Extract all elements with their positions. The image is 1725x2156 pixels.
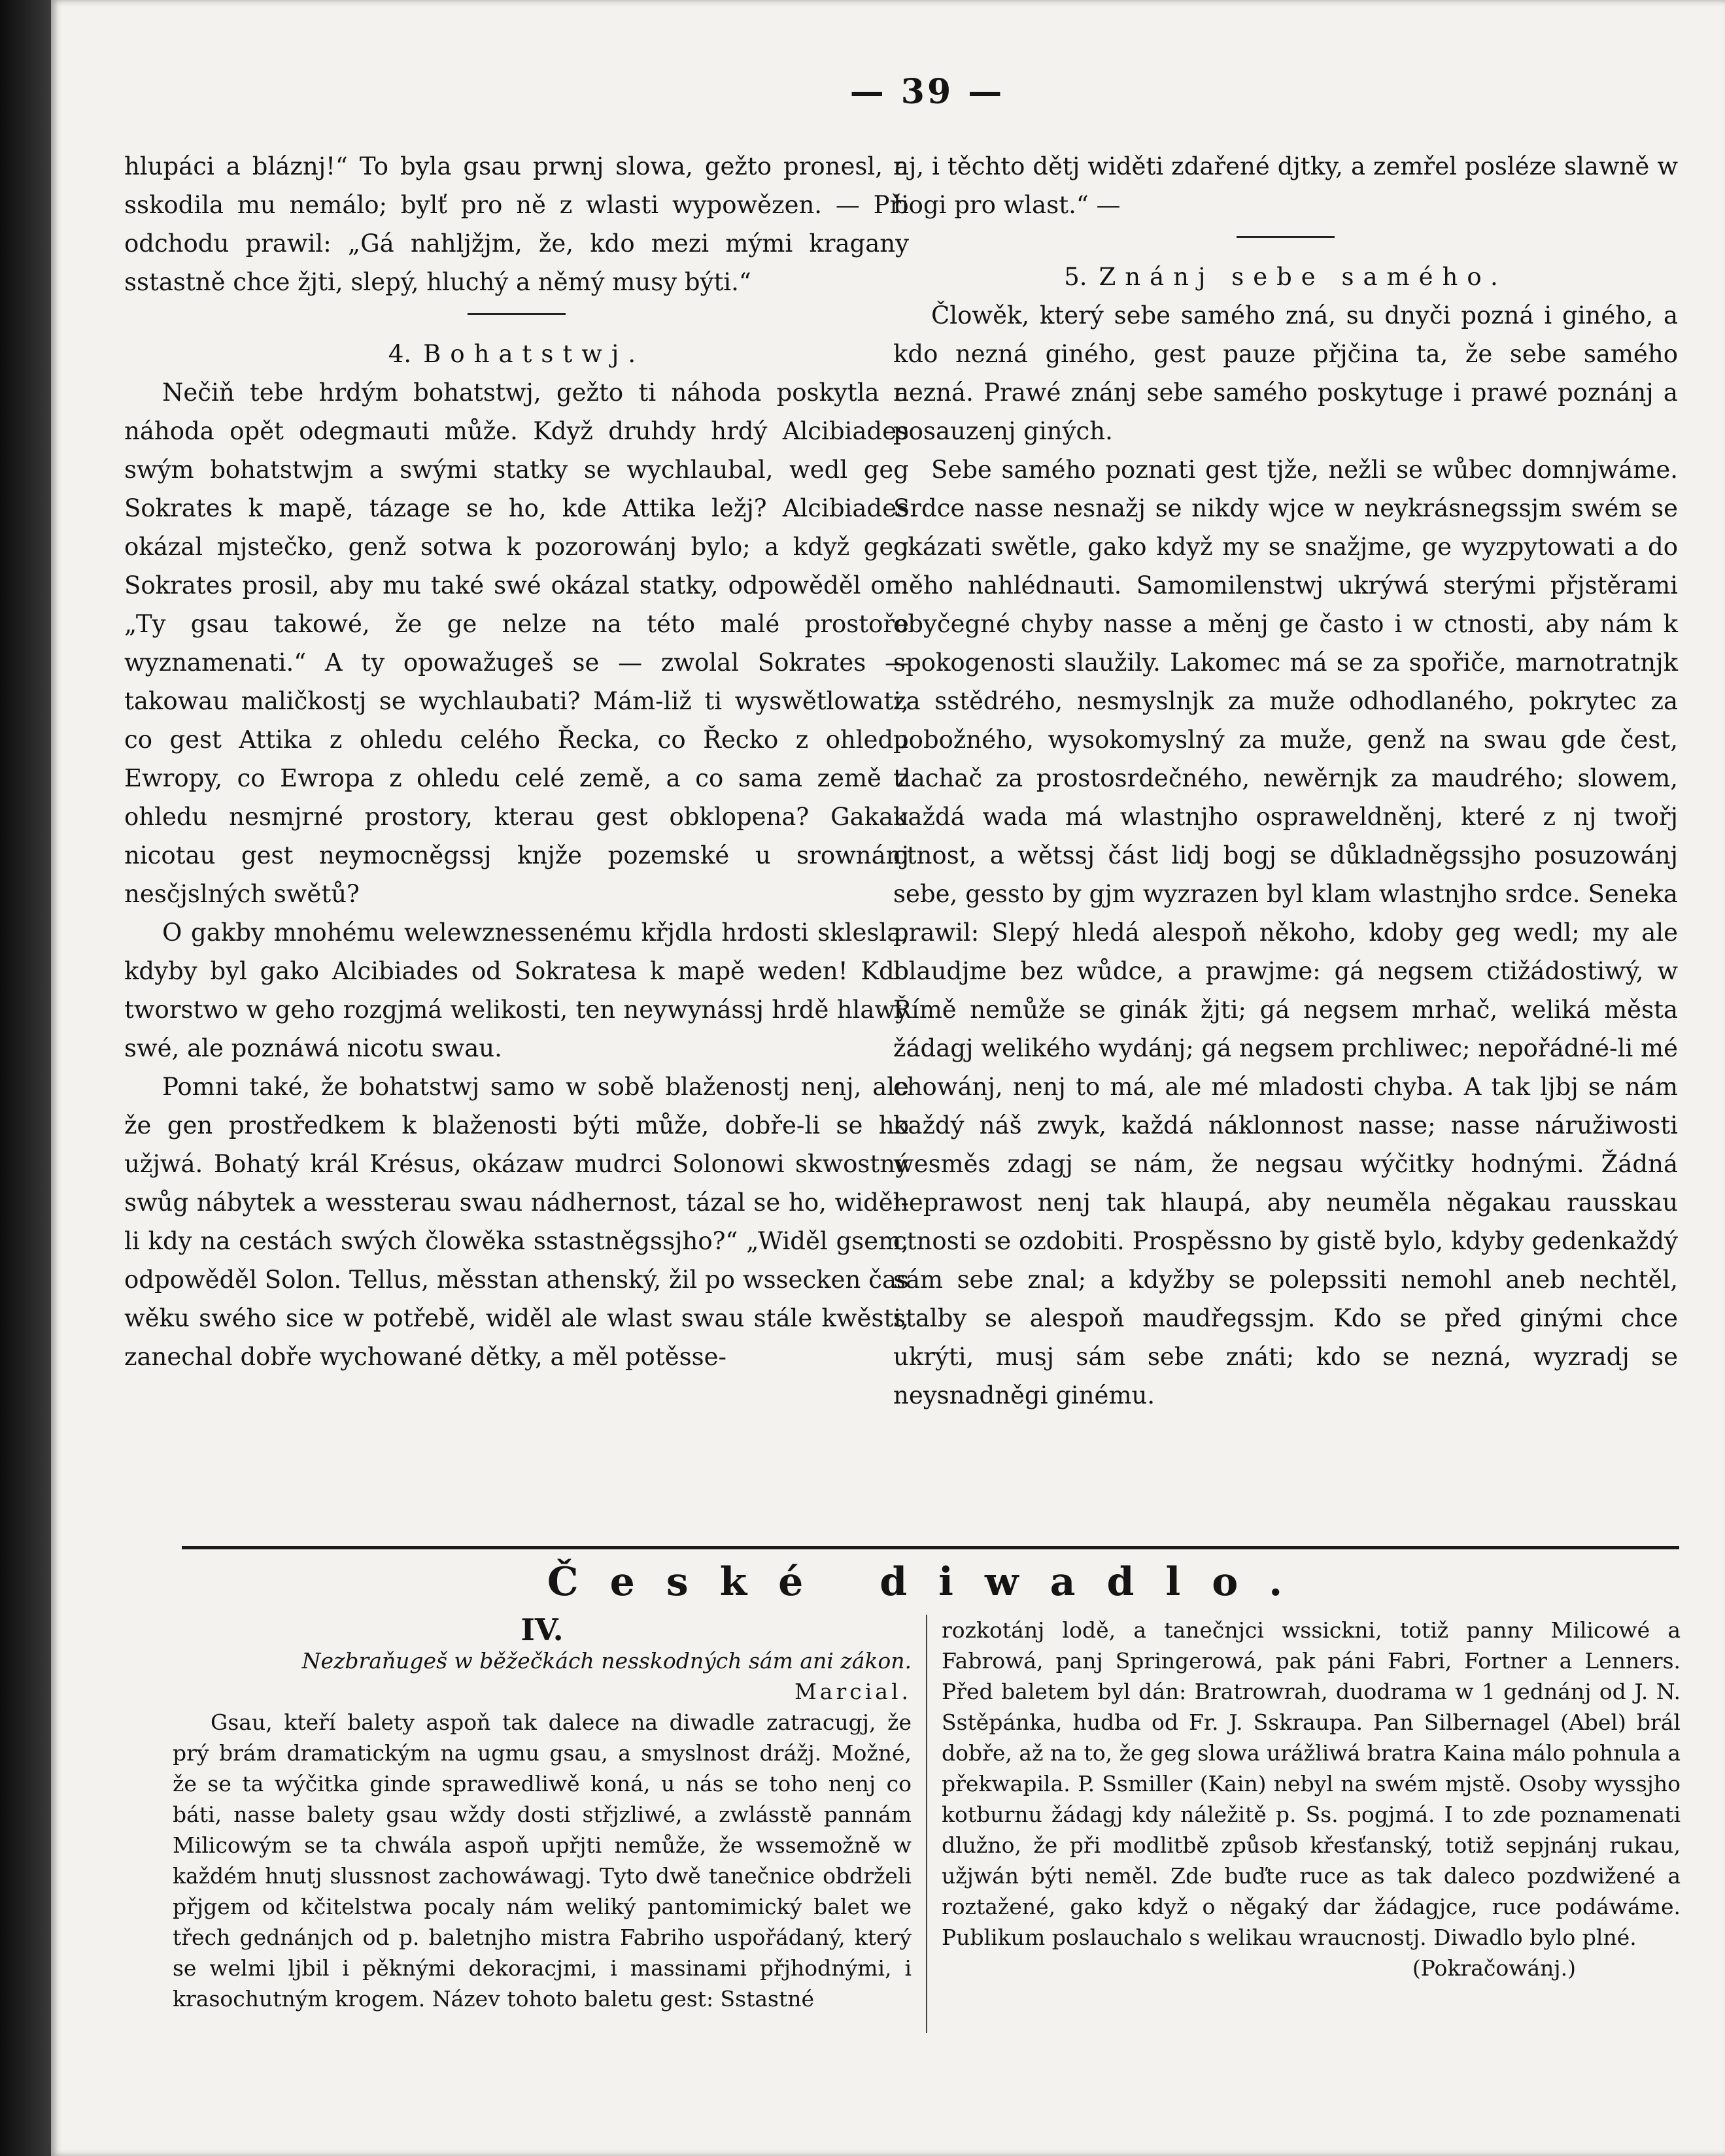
newspaper-page: [51, 0, 1725, 2156]
section-title: Znánj sebe samého.: [1099, 263, 1507, 291]
section-title: Bohatstwj.: [423, 340, 645, 368]
scan-edge: [0, 0, 51, 2156]
page-number: — 39 —: [849, 72, 1005, 112]
section-heading-wealth: [124, 335, 909, 373]
paragraph: rozkotánj lodě, a tanečnjci wssickni, totiž panny Milicowé a Fabrowá, panj Springerowá, pak páni Fabri, Fortner a Lenners. Před baletem byl dán: Bratrowrah, duodrama w 1 gednánj od J. N. Sstěpánka, hudba od Fr. J. Sskraupa. Pan Silbernagel (Abel) brál dobře, až na to, že geg slowa urážliwá bratra Kaina málo pohnula a překwapila. P. Ssmiller (Kain) nebyl na swém mjstě. Osoby wyssjho kotburnu žádagj kdy náležitě p. Ss. pogjmá. I to zde poznamenati dlužno, že při modlitbě způsob křesťanský, totiž sepjnánj rukau, užjwán býti neměl. Zde buďte ruce as tak daleco pozdwižené a roztažené, gako když o něgaký dar žádagjce, ruce podáwáme. Publikum poslauchalo s welikau wraucnostj. Diwadlo bylo plné.: [942, 1617, 1681, 1950]
theatre-section-title: České diwadlo.: [547, 1559, 1314, 1605]
motto: Nezbraňugeš w běžečkách nesskodných sám ani zákon.: [301, 1648, 912, 1674]
section-heading-self-knowledge: [893, 258, 1678, 296]
horizontal-rule: [182, 1546, 1679, 1549]
section-divider: [468, 313, 566, 315]
paragraph: hlupáci a bláznj!“ To byla gsau prwnj slowa, gežto pronesl, a sskodila mu nemálo; bylť pro ně z wlasti wypowězen. — Při odchodu prawil: „Gá nahljžjm, že, kdo mezi mými kragany sstastně chce žjti, slepý, hluchý a němý musy býti.“: [124, 152, 909, 296]
theatre-left-column: [173, 1612, 912, 2014]
column-divider: [926, 1615, 927, 2033]
continued-note: (Pokračowánj.): [1412, 1955, 1576, 1981]
paragraph: Člowěk, který sebe samého zná, su dnyči pozná i giného, a kdo nezná giného, gest pauze přjčina ta, že sebe samého nezná. Prawé znánj sebe samého poskytuge i prawé poznánj a posauzenj giných.: [893, 301, 1678, 445]
paragraph: Pomni také, že bohatstwj samo w sobě blaženostj nenj, ale že gen prostředkem k blaženosti býti může, dobře-li se ho užjwá. Bohatý král Krésus, okázaw mudrci Solonowi skwostný swůg nábytek a wessterau swau nádhernost, tázal se ho, widěl-li kdy na cestách swých člowěka sstastněgssjho?“ „Widěl gsem, odpowěděl Solon. Tellus, měsstan athenský, žil po wssecken čas wěku swého sice w potřebě, widěl ale wlast swau stále kwěsti, zanechal dobře wychowané dětky, a měl potěsse-: [124, 1073, 909, 1371]
paragraph: Gsau, kteří balety aspoň tak dalece na diwadle zatracugj, že prý brám dramatickým na ugmu gsau, a smyslnost drážj. Možné, že se ta wýčitka ginde sprawedliwě koná, u nás se toho nenj co báti, nasse balety gsau wždy dosti střjzliwé, a zwlásstě pannám Milicowým se ta chwála aspoň upřjti nemůže, že wssemožně w každém hnutj slussnost zachowáwagj. Tyto dwě tanečnice obdrželi přjgem od kčitelstwa pocaly nám weliký pantomimický balet we třech gednánjch od p. baletnjho mistra Fabriho uspořádaný, který se welmi ljbil i pěknými dekoracjmi, i massinami přjhodnými, i krasochutným krogem. Název tohoto baletu gest: Sstastné: [173, 1710, 912, 2012]
theatre-right-column: [942, 1615, 1681, 1983]
section-divider: [1237, 236, 1335, 238]
paragraph: O gakby mnohému welewznessenému křjdla hrdosti sklesla, kdyby byl gako Alcibiades od Sokratesa k mapě weden! Kdo tworstwo w geho rozgjmá welikosti, ten neywynássj hrdě hlawy swé, ale poznáwá nicotu swau.: [124, 918, 909, 1062]
motto-author: Marcial.: [794, 1679, 912, 1704]
section-number: 4.: [388, 340, 412, 368]
part-number: IV.: [521, 1612, 564, 1647]
paragraph: Sebe samého poznati gest tjže, nežli se wůbec domnjwáme. Srdce nasse nesnažj se nikdy wjce w neykrásnegssjm swém se okázati swětle, gako když my se snažjme, ge wyzpytowati a do něho nahlédnauti. Samomilenstwj ukrýwá sterými přjstěrami obyčegné chyby nasse a měnj ge často i w ctnosti, aby nám k spokogenosti slaužily. Lakomec má se za spořiče, marnotratnjk za sstědrého, nesmyslnjk za muže odhodlaného, pokrytec za pobožného, wysokomyslný za muže, genž na swau gde čest, tlachač za prostosrdečného, newěrnjk za maudrého; slowem, každá wada má wlastnjho ospraweldněnj, které z nj twořj ctnost, a wětssj část lidj bogj se důkladněgssjho posuzowánj sebe, gessto by gjm wyzrazen byl klam wlastnjho srdce. Seneka prawil: Slepý hledá alespoň někoho, kdoby geg wedl; my ale blaudjme bez wůdce, a prawjme: gá negsem ctižádostiwý, w Římě nemůže se ginák žjti; gá negsem mrhač, weliká města žádagj welikého wydánj; gá negsem prchliwec; nepořádné-li mé chowánj, nenj to má, ale mé mladosti chyba. A tak ljbj se nám každý náš zwyk, každá náklonnost nasse; nasse náružiwosti wesměs zdagj se nám, že negsau wýčitky hodnými. Žádná neprawost nenj tak hlaupá, aby neuměla něgakau rausskau ctnosti se ozdobiti. Prospěssno by gistě bylo, kdyby gedenkaždý sám sebe znal; a kdyžby se polepssiti nemohl aneb nechtěl, stalby se alespoň maudřegssjm. Kdo se před ginými chce ukrýti, musj sám sebe znáti; kdo se nezná, wyzradj se neysnadněgi ginému.: [893, 456, 1678, 1409]
section-number: 5.: [1064, 263, 1087, 291]
paragraph: Nečiň tebe hrdým bohatstwj, gežto ti náhoda poskytla a náhoda opět odegmauti může. Když druhdy hrdý Alcibiades swým bohatstwjm a swými statky se wychlaubal, wedl geg Sokrates k mapě, tázage se ho, kde Attika ležj? Alcibiades okázal mjstečko, genž sotwa k pozorowánj bylo; a když geg Sokrates prosil, aby mu také swé okázal statky, odpowěděl on: „Ty gsau takowé, že ge nelze na této malé prostoře wyznamenati.“ A ty opowažugeš se — zwolal Sokrates — takowau maličkostj se wychlaubati? Mám-liž ti wyswětlowati, co gest Attika z ohledu celého Řecka, co Řecko z ohledu Ewropy, co Ewropa z ohledu celé země, a co sama země z ohledu nesmjrné prostory, kterau gest obklopena? Gakau nicotau gest neymocněgssj knjže pozemské u srownánj nesčjslných swětů?: [124, 379, 909, 908]
left-column-top: [124, 147, 909, 1376]
right-column-top: [893, 147, 1678, 1415]
paragraph: nj, i těchto dětj widěti zdařené djtky, a zemřel posléze slawně w bogi pro wlast.“ —: [893, 152, 1678, 219]
